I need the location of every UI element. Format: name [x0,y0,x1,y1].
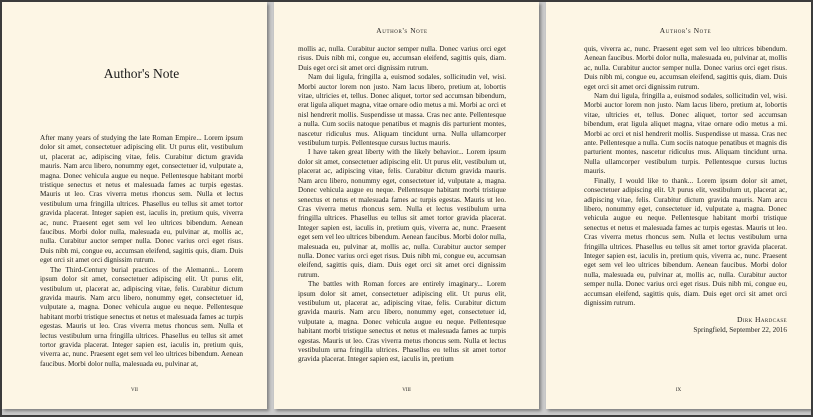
running-header: Author's Note [376,26,428,35]
paragraph: I have taken great liberty with the likely behavior... Lorem ipsum dolor sit amet, consectetuer adipiscing elit. Ut purus elit, vestibulum ut, placerat ac, adipiscing vitae, felis. Curabitur dictum gravida mauris. Nam arcu libero, nonummy eget, consectetuer id, vulputate a, magna. Donec vehicula augue eu neque. Pellentesque habitant morbi tristique senectus et netus et malesuada fames ac turpis egestas. Mauris ut leo. Cras viverra metus rhoncus sem. Nulla et lectus vestibulum urna fringilla ultrices. Phasellus eu tellus sit amet tortor gravida placerat. Integer sapien est, iaculis in, pretium quis, viverra ac, nunc. Praesent eget sem vel leo ultrices bibendum. Aenean faucibus. Morbi dolor nulla, malesuada eu, pulvinar at, mollis ac, nulla. Curabitur auctor semper nulla. Donec varius orci eget risus. Duis nibh mi, congue eu, accumsan eleifend, sagittis quis, diam. Duis eget orci sit amet orci dignissim rutrum. [298,148,506,279]
page-number: ix [675,385,682,393]
paragraph: quis, viverra ac, nunc. Praesent eget sem vel leo ultrices bibendum. Aenean faucibus. Morbi dolor nulla, malesuada eu, pulvinar at, mollis ac, nulla. Curabitur auctor semper nulla. Donec varius orci eget risus. Duis nibh mi, congue eu, accumsan eleifend, sagittis quis, diam. Duis eget orci sit amet orci dignissim rutrum. [584,45,787,91]
running-header: Author's Note [659,26,712,35]
page-number: viii [402,385,411,393]
paragraph: Finally, I would like to thank... Lorem ipsum dolor sit amet, consectetuer adipiscing elit. Ut purus elit, vestibulum ut, placerat ac, adipiscing vitae, felis. Curabitur dictum gravida mauris. Nam arcu libero, nonummy eget, consectetuer id, vulputate a, magna. Donec vehicula augue eu neque. Pellentesque habitant morbi tristique senectus et netus et malesuada fames ac turpis egestas. Mauris ut leo. Cras viverra metus rhoncus sem. Nulla et lectus vestibulum urna fringilla ultrices. Phasellus eu tellus sit amet tortor gravida placerat. Integer sapien est, iaculis in, pretium quis, viverra ac, nunc. Praesent eget sem vel leo ultrices bibendum. Aenean faucibus. Morbi dolor nulla, malesuada eu, pulvinar at, mollis ac, nulla. Curabitur auctor semper nulla. Donec varius orci eget risus. Duis nibh mi, congue eu, accumsan eleifend, sagittis quis, diam. Duis eget orci sit amet orci dignissim rutrum. [584,176,787,307]
book-page-vii[interactable] [2,2,267,409]
page-spread[interactable] [2,2,811,409]
author-signature [584,315,787,335]
signature-name: Dirk Hardcase [736,315,787,325]
paragraph: Nam dui ligula, fringilla a, euismod sodales, sollicitudin vel, wisi. Morbi auctor lorem non justo. Nam lacus libero, pretium at, lobortis vitae, ultricies et, tellus. Donec aliquet, tortor sed accumsan bibendum, erat ligula aliquet magna, vitae ornare odio metus a mi. Morbi ac orci et nisl hendrerit mollis. Suspendisse ut massa. Cras nec ante. Pellentesque a nulla. Cum sociis natoque penatibus et magnis dis parturient montes, nascetur ridiculus mus. Aliquam tincidunt urna. Nulla ullamcorper vestibulum turpis. Pellentesque cursus luctus mauris. [584,92,787,176]
chapter-title: Author's Note [103,66,180,81]
signature-place-date: Springfield, September 22, 2016 [693,326,787,335]
paragraph: The Third-Century burial practices of the Alemanni... Lorem ipsum dolor sit amet, consectetuer adipiscing elit. Ut purus elit, vestibulum ut, placerat ac, adipiscing vitae, felis. Curabitur dictum gravida mauris. Nam arcu libero, nonummy eget, consectetuer id, vulputate a, magna. Donec vehicula augue eu neque. Pellentesque habitant morbi tristique senectus et netus et malesuada fames ac turpis egestas. Mauris ut leo. Cras viverra metus rhoncus sem. Nulla et lectus vestibulum urna fringilla ultrices. Phasellus eu tellus sit amet tortor gravida placerat. Integer sapien est, iaculis in, pretium quis, viverra ac, nunc. Praesent eget sem vel leo ultrices bibendum. Aenean faucibus. Morbi dolor nulla, malesuada eu, pulvinar at, [40,265,243,368]
paragraph: After many years of studying the late Roman Empire... Lorem ipsum dolor sit amet, consectetuer adipiscing elit. Ut purus elit, vestibulum ut, placerat ac, adipiscing vitae, felis. Curabitur dictum gravida mauris. Nam arcu libero, nonummy eget, consectetuer id, vulputate a, magna. Donec vehicula augue eu neque. Pellentesque habitant morbi tristique senectus et netus et malesuada fames ac turpis egestas. Mauris ut leo. Cras viverra metus rhoncus sem. Nulla et lectus vestibulum urna fringilla ultrices. Phasellus eu tellus sit amet tortor gravida placerat. Integer sapien est, iaculis in, pretium quis, viverra ac, nunc. Praesent eget sem vel leo ultrices bibendum. Aenean faucibus. Morbi dolor nulla, malesuada eu, pulvinar at, mollis ac, nulla. Curabitur auctor semper nulla. Donec varius orci eget risus. Duis nibh mi, congue eu, accumsan eleifend, sagittis quis, diam. Duis eget orci sit amet orci dignissim rutrum. [40,134,243,265]
book-page-ix[interactable] [546,2,811,409]
page-body [584,45,787,308]
book-page-viii[interactable] [274,2,539,409]
paragraph: Nam dui ligula, fringilla a, euismod sodales, sollicitudin vel, wisi. Morbi auctor lorem non justo. Nam lacus libero, pretium at, lobortis vitae, ultricies et, tellus. Donec aliquet, tortor sed accumsan bibendum, erat ligula aliquet magna, vitae ornare odio metus a mi. Morbi ac orci et nisl hendrerit mollis. Suspendisse ut massa. Cras nec ante. Pellentesque a nulla. Cum sociis natoque penatibus et magnis dis parturient montes, nascetur ridiculus mus. Aliquam tincidunt urna. Nulla ullamcorper vestibulum turpis. Pellentesque cursus luctus mauris. [298,73,506,148]
paragraph: The battles with Roman forces are entirely imaginary... Lorem ipsum dolor sit amet, consectetuer adipiscing elit. Ut purus elit, vestibulum ut, placerat ac, adipiscing vitae, felis. Curabitur dictum gravida mauris. Nam arcu libero, nonummy eget, consectetuer id, vulputate a, magna. Donec vehicula augue eu neque. Pellentesque habitant morbi tristique senectus et netus et malesuada fames ac turpis egestas. Mauris ut leo. Cras viverra metus rhoncus sem. Nulla et lectus vestibulum urna fringilla ultrices. Phasellus eu tellus sit amet tortor gravida placerat. Integer sapien est, iaculis in, pretium [298,280,506,364]
paragraph: mollis ac, nulla. Curabitur auctor semper nulla. Donec varius orci eget risus. Duis nibh mi, congue eu, accumsan eleifend, sagittis quis, diam. Duis eget orci sit amet orci dignissim rutrum. [298,45,506,72]
page-body [40,134,243,369]
page-number: vii [131,385,138,393]
page-body [298,45,506,365]
